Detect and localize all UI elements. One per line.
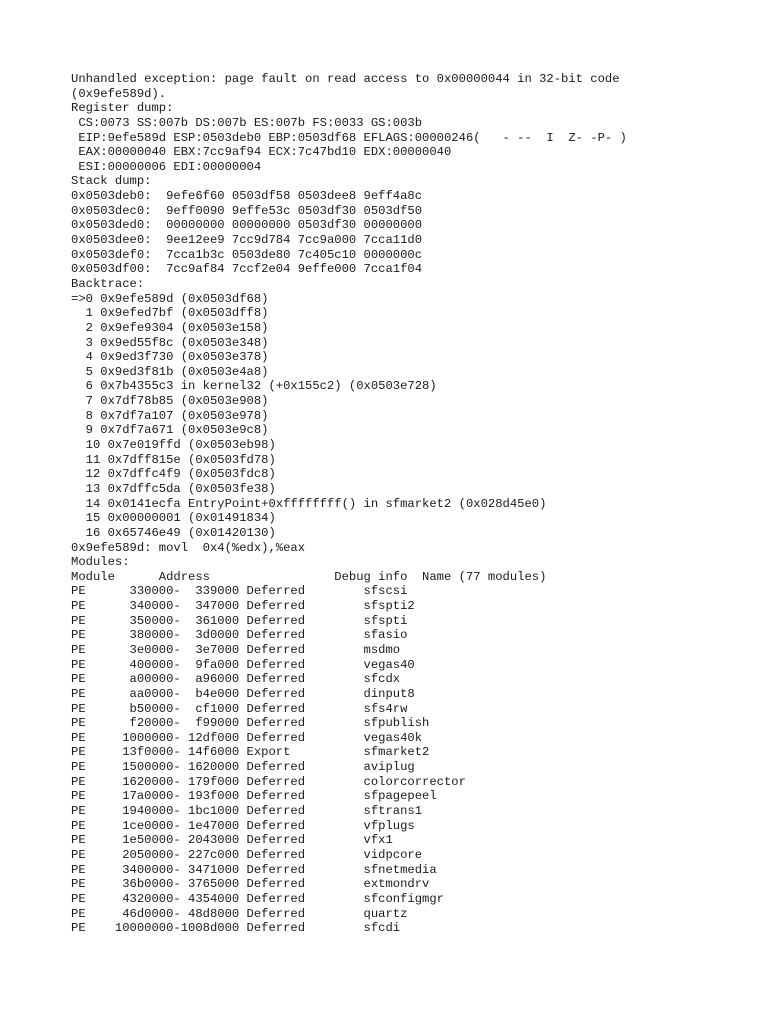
log-line: Unhandled exception: page fault on read access to 0x00000044 in 32-bit code [71,72,620,86]
log-line: EIP:9efe589d ESP:0503deb0 EBP:0503df68 EFLAGS:00000246( - -- I Z- -P- ) [71,130,627,145]
log-line: 0x0503def0: 7cca1b3c 0503de80 7c405c10 0000000c [71,247,423,262]
log-line: 0x0503dee0: 9ee12ee9 7cc9d784 7cc9a000 7cca11d0 [71,233,423,248]
log-line: PE 4320000- 4354000 Deferred sfconfigmgr [71,891,444,906]
log-line: PE b50000- cf1000 Deferred sfs4rw [71,701,408,716]
log-line: 10 0x7e019ffd (0x0503eb98) [71,438,276,453]
log-line: PE 46d0000- 48d8000 Deferred quartz [71,906,408,921]
log-line: PE 1940000- 1bc1000 Deferred sftrans1 [71,804,423,819]
log-line: PE f20000- f99000 Deferred sfpublish [71,716,430,731]
log-line: (0x9efe589d). [71,86,167,101]
log-line: 6 0x7b4355c3 in kernel32 (+0x155c2) (0x0503e728) [71,379,437,394]
log-line: 14 0x0141ecfa EntryPoint+0xffffffff() in sfmarket2 (0x028d45e0) [71,496,547,511]
log-line: PE 36b0000- 3765000 Deferred extmondrv [71,877,430,892]
log-line: 2 0x9efe9304 (0x0503e158) [71,320,269,335]
log-line: 3 0x9ed55f8c (0x0503e348) [71,335,269,350]
log-line: 13 0x7dffc5da (0x0503fe38) [71,481,276,496]
log-line: 4 0x9ed3f730 (0x0503e378) [71,350,269,365]
log-line: PE 330000- 339000 Deferred sfscsi [71,584,408,599]
log-line: 1 0x9efed7bf (0x0503dff8) [71,306,269,321]
log-line: CS:0073 SS:007b DS:007b ES:007b FS:0033 GS:003b [71,115,423,130]
log-line: Modules: [71,555,130,570]
log-line: Stack dump: [71,174,152,189]
log-line: 9 0x7df7a671 (0x0503e9c8) [71,423,269,438]
log-line: PE 13f0000- 14f6000 Export sfmarket2 [71,745,430,760]
log-line: PE 400000- 9fa000 Deferred vegas40 [71,657,415,672]
log-line: PE 1000000- 12df000 Deferred vegas40k [71,730,423,745]
log-line: PE 10000000-1008d000 Deferred sfcdi [71,921,401,936]
log-line: 5 0x9ed3f81b (0x0503e4a8) [71,364,269,379]
log-line: PE 2050000- 227c000 Deferred vidpcore [71,847,423,862]
log-line: ESI:00000006 EDI:00000004 [71,159,262,174]
log-line: PE 350000- 361000 Deferred sfspti [71,613,408,628]
log-line: EAX:00000040 EBX:7cc9af94 ECX:7c47bd10 EDX:00000040 [71,145,452,160]
log-line: 16 0x65746e49 (0x01420130) [71,525,276,540]
log-line: PE 1620000- 179f000 Deferred colorcorrector [71,774,466,789]
log-line: PE 340000- 347000 Deferred sfspti2 [71,599,415,614]
log-line: PE 1500000- 1620000 Deferred aviplug [71,760,415,775]
log-line: 0x0503dec0: 9eff0090 9effe53c 0503df30 0503df50 [71,203,423,218]
log-line: PE 3400000- 3471000 Deferred sfnetmedia [71,862,437,877]
log-line: =>0 0x9efe589d (0x0503df68) [71,291,269,306]
crash-log-text [71,72,761,936]
log-line: PE a00000- a96000 Deferred sfcdx [71,672,401,687]
log-line: 8 0x7df7a107 (0x0503e978) [71,408,269,423]
log-line: PE 1ce0000- 1e47000 Deferred vfplugs [71,818,415,833]
log-line: 0x0503deb0: 9efe6f60 0503df58 0503dee8 9eff4a8c [71,189,423,204]
log-line: PE 1e50000- 2043000 Deferred vfx1 [71,833,393,848]
log-line: PE 3e0000- 3e7000 Deferred msdmo [71,642,401,657]
log-line: PE 380000- 3d0000 Deferred sfasio [71,628,408,643]
log-line: 0x9efe589d: movl 0x4(%edx),%eax [71,540,306,555]
log-line: Backtrace: [71,276,145,291]
log-line: 11 0x7dff815e (0x0503fd78) [71,452,276,467]
log-line: 12 0x7dffc4f9 (0x0503fdc8) [71,467,276,482]
log-line: Module Address Debug info Name (77 modules) [71,569,547,584]
log-line: 0x0503df00: 7cc9af84 7ccf2e04 9effe000 7cca1f04 [71,262,423,277]
log-line: 15 0x00000001 (0x01491834) [71,511,276,526]
log-line: PE aa0000- b4e000 Deferred dinput8 [71,686,415,701]
log-line: 7 0x7df78b85 (0x0503e908) [71,394,269,409]
log-line: PE 17a0000- 193f000 Deferred sfpagepeel [71,789,437,804]
log-line: 0x0503ded0: 00000000 00000000 0503df30 00000000 [71,218,423,233]
crash-report-document [71,72,761,936]
log-line: Register dump: [71,101,174,116]
